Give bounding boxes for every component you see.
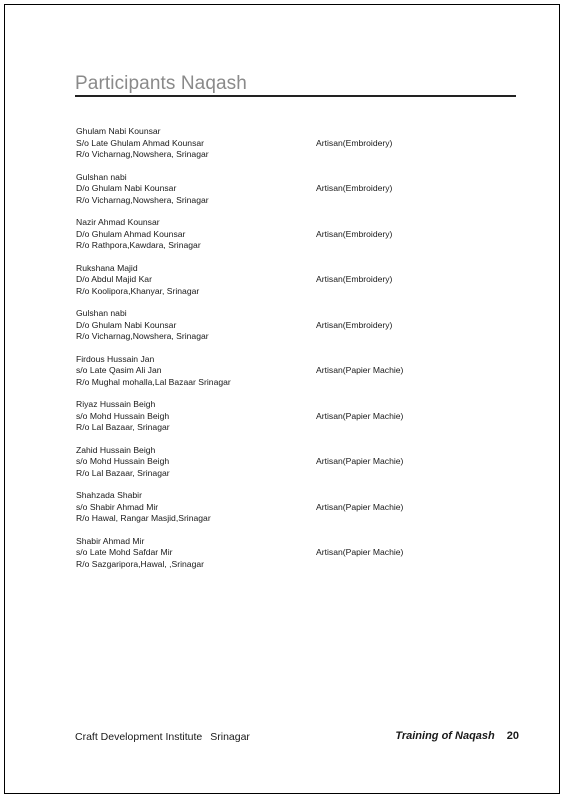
participant-address: R/o Vicharnag,Nowshera, Srinagar (76, 194, 209, 205)
participant-name: Nazir Ahmad Kounsar (76, 217, 160, 227)
participant-role: Artisan(Embroidery) (316, 228, 393, 239)
participant-role: Artisan(Embroidery) (316, 274, 393, 284)
participant-role: Artisan(Papier Machie) (316, 456, 404, 466)
participant-relation: s/o Shabir Ahmad Mir (76, 501, 159, 512)
participant-entry (76, 445, 516, 491)
participant-entry (76, 308, 516, 354)
participant-address: R/o Koolipora,Khanyar, Srinagar (76, 285, 200, 296)
participant-relation: S/o Late Ghulam Ahmad Kounsar (76, 137, 205, 148)
participant-entry (76, 490, 516, 536)
participant-relation: D/o Ghulam Ahmad Kounsar (76, 228, 186, 239)
participant-role: Artisan(Papier Machie) (316, 501, 404, 512)
footer-publication (395, 730, 519, 742)
footer-institute (75, 731, 250, 743)
participant-relation: D/o Ghulam Nabi Kounsar (76, 319, 177, 330)
participant-role: Artisan(Papier Machie) (316, 410, 404, 421)
page-title: Participants Naqash (75, 73, 247, 94)
participant-entry (76, 172, 516, 218)
participant-entry (76, 217, 516, 263)
participant-relation: s/o Mohd Hussain Beigh (76, 410, 170, 421)
participant-name: Gulshan nabi (76, 308, 127, 318)
participant-name: Gulshan nabi (76, 171, 127, 182)
participant-name: Riyaz Hussain Beigh (76, 399, 156, 409)
participant-entry (76, 126, 516, 172)
participant-name: Shahzada Shabir (76, 490, 142, 500)
participant-name: Ghulam Nabi Kounsar (76, 126, 161, 136)
participant-name: Firdous Hussain Jan (76, 353, 155, 364)
participant-address: R/o Lal Bazaar, Srinagar (76, 467, 170, 478)
participant-name: Zahid Hussain Beigh (76, 444, 156, 455)
participant-relation: s/o Mohd Hussain Beigh (76, 456, 170, 466)
participant-entry (76, 354, 516, 400)
participant-role: Artisan(Embroidery) (316, 137, 393, 148)
footer-publication-title: Training of Naqash (395, 730, 495, 742)
footer-institute-name: Craft Development Institute (75, 731, 203, 743)
participant-entry (76, 399, 516, 445)
participant-entry (76, 263, 516, 309)
participant-address: R/o Sazgaripora,Hawal, ,Srinagar (76, 558, 205, 569)
participant-list (76, 126, 516, 581)
participant-role: Artisan(Papier Machie) (316, 547, 404, 557)
participant-address: R/o Lal Bazaar, Srinagar (76, 422, 170, 432)
participant-relation: s/o Late Mohd Safdar Mir (76, 547, 173, 557)
participant-address: R/o Vicharnag,Nowshera, Srinagar (76, 331, 209, 341)
document-page (4, 4, 560, 794)
participant-address: R/o Hawal, Rangar Masjid,Srinagar (76, 513, 211, 523)
page-number: 20 (506, 730, 519, 742)
footer-location: Srinagar (210, 731, 250, 743)
participant-address: R/o Rathpora,Kawdara, Srinagar (76, 240, 201, 250)
participant-name: Rukshana Majid (76, 262, 138, 273)
participant-role: Artisan(Embroidery) (316, 319, 393, 330)
participant-relation: s/o Late Qasim Ali Jan (76, 365, 162, 375)
participant-entry (76, 536, 516, 582)
participant-role: Artisan(Papier Machie) (316, 365, 404, 375)
participant-name: Shabir Ahmad Mir (76, 535, 145, 546)
participant-address: R/o Mughal mohalla,Lal Bazaar Srinagar (76, 376, 231, 387)
participant-relation: D/o Ghulam Nabi Kounsar (76, 183, 177, 193)
participant-address: R/o Vicharnag,Nowshera, Srinagar (76, 149, 209, 159)
participant-role: Artisan(Embroidery) (316, 183, 393, 193)
title-rule (75, 95, 516, 97)
participant-relation: D/o Abdul Majid Kar (76, 274, 152, 284)
